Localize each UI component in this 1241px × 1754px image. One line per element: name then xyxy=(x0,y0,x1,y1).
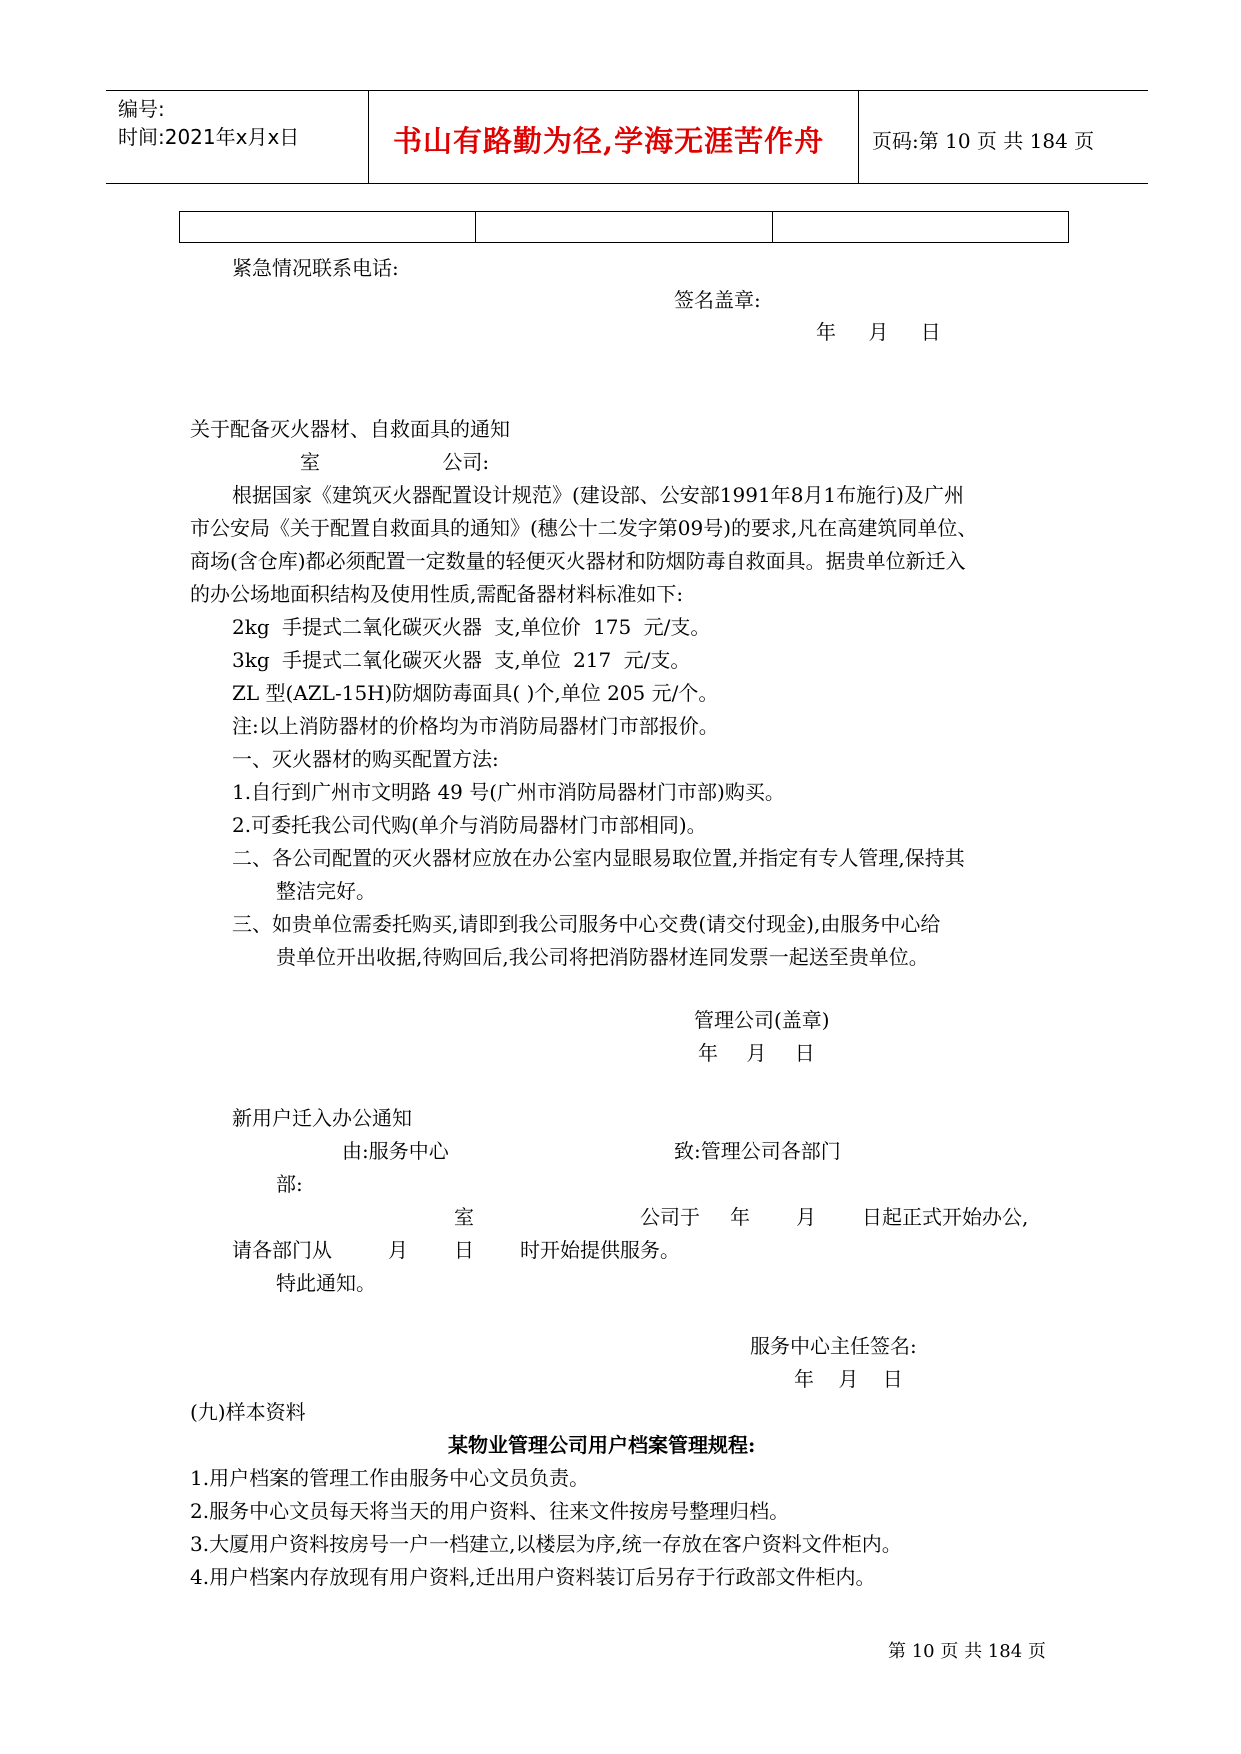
fire-notice-signer: 管理公司(盖章) xyxy=(694,1008,830,1032)
price-note: 注:以上消防器材的价格均为市消防局器材门市部报价。 xyxy=(232,714,719,738)
move-in-notice-title: 新用户迁入办公通知 xyxy=(232,1106,412,1130)
move-in-dept: 部: xyxy=(276,1172,303,1196)
move-in-day-rest: 日起正式开始办公, xyxy=(862,1205,1029,1229)
section-three-line: 三、如贵单位需委托购买,请即到我公司服务中心交费(请交付现金),由服务中心给 xyxy=(232,912,941,936)
fire-notice-paragraph-line: 的办公场地面积结构及使用性质,需配备器材料标准如下: xyxy=(190,582,684,606)
fire-notice-date: 年 月 日 xyxy=(698,1041,815,1065)
archive-rule-item: 4.用户档案内存放现有用户资料,迁出用户资料装订后另存于行政部文件柜内。 xyxy=(190,1565,876,1589)
equipment-item-gas-mask: ZL 型(AZL-15H)防烟防毒面具( )个,单位 205 元/个。 xyxy=(232,681,719,705)
header-page-code: 页码:第 10 页 共 184 页 xyxy=(872,129,1095,153)
emergency-phone-label: 紧急情况联系电话: xyxy=(232,256,399,280)
fire-notice-paragraph-line: 市公安局《关于配置自救面具的通知》(穗公十二发字第09号)的要求,凡在高建筑同单位、 xyxy=(190,516,978,540)
header-divider-left xyxy=(368,90,369,184)
signature-date: 年 月 日 xyxy=(816,320,941,344)
move-in-line2-month: 月 xyxy=(388,1238,408,1262)
section-two-line: 二、各公司配置的灭火器材应放在办公室内显眼易取位置,并指定有专人管理,保持其 xyxy=(232,846,965,870)
signature-seal-label: 签名盖章: xyxy=(674,288,761,312)
fire-notice-addressee: 室 公司: xyxy=(300,450,490,474)
header-top-rule xyxy=(106,90,1148,91)
section-two-line: 整洁完好。 xyxy=(276,879,376,903)
section-one-heading: 一、灭火器材的购买配置方法: xyxy=(232,747,499,771)
move-in-room: 室 xyxy=(454,1205,474,1229)
document-time-label: 时间:2021年x月x日 xyxy=(118,125,300,149)
fire-notice-paragraph-line: 根据国家《建筑灭火器配置设计规范》(建设部、公安部1991年8月1布施行)及广州 xyxy=(232,483,964,507)
move-in-month: 月 xyxy=(796,1205,816,1229)
section-one-item: 1.自行到广州市文明路 49 号(广州市消防局器材门市部)购买。 xyxy=(232,780,785,804)
blank-table-row xyxy=(179,211,1069,243)
fire-notice-paragraph-line: 商场(含仓库)都必须配置一定数量的轻便灭火器材和防烟防毒自救面具。据贵单位新迁入 xyxy=(190,549,966,573)
move-in-company: 公司于 xyxy=(640,1205,700,1229)
fire-notice-title: 关于配备灭火器材、自救面具的通知 xyxy=(190,417,510,441)
header-motto: 书山有路勤为径,学海无涯苦作舟 xyxy=(393,124,825,158)
page-footer: 第 10 页 共 184 页 xyxy=(888,1641,1046,1662)
table-cell xyxy=(180,212,476,242)
header-divider-right xyxy=(858,90,859,184)
move-in-line2-rest: 时开始提供服务。 xyxy=(520,1238,680,1262)
move-in-line2-start: 请各部门从 xyxy=(232,1238,332,1262)
section-three-line: 贵单位开出收据,待购回后,我公司将把消防器材连同发票一起送至贵单位。 xyxy=(276,945,929,969)
table-cell xyxy=(476,212,772,242)
equipment-item-co2-2kg: 2kg 手提式二氧化碳灭火器 支,单位价 175 元/支。 xyxy=(232,615,711,639)
move-in-date: 年 月 日 xyxy=(794,1367,903,1391)
archive-rule-item: 3.大厦用户资料按房号一户一档建立,以楼层为序,统一存放在客户资料文件柜内。 xyxy=(190,1532,902,1556)
move-in-to: 致:管理公司各部门 xyxy=(674,1139,841,1163)
sample-section-heading: (九)样本资料 xyxy=(190,1400,306,1424)
service-center-signer: 服务中心主任签名: xyxy=(750,1334,917,1358)
equipment-item-co2-3kg: 3kg 手提式二氧化碳灭火器 支,单位 217 元/支。 xyxy=(232,648,691,672)
move-in-closing: 特此通知。 xyxy=(276,1271,376,1295)
archive-rule-item: 1.用户档案的管理工作由服务中心文员负责。 xyxy=(190,1466,590,1490)
header-bottom-rule xyxy=(106,183,1148,184)
archive-rule-item: 2.服务中心文员每天将当天的用户资料、往来文件按房号整理归档。 xyxy=(190,1499,790,1523)
document-number-label: 编号: xyxy=(118,97,165,121)
move-in-year: 年 xyxy=(730,1205,750,1229)
move-in-from: 由:服务中心 xyxy=(342,1139,449,1163)
table-cell xyxy=(773,212,1068,242)
section-one-item: 2.可委托我公司代购(单介与消防局器材门市部相同)。 xyxy=(232,813,707,837)
move-in-line2-day: 日 xyxy=(454,1238,474,1262)
archive-rules-title: 某物业管理公司用户档案管理规程: xyxy=(448,1433,756,1457)
